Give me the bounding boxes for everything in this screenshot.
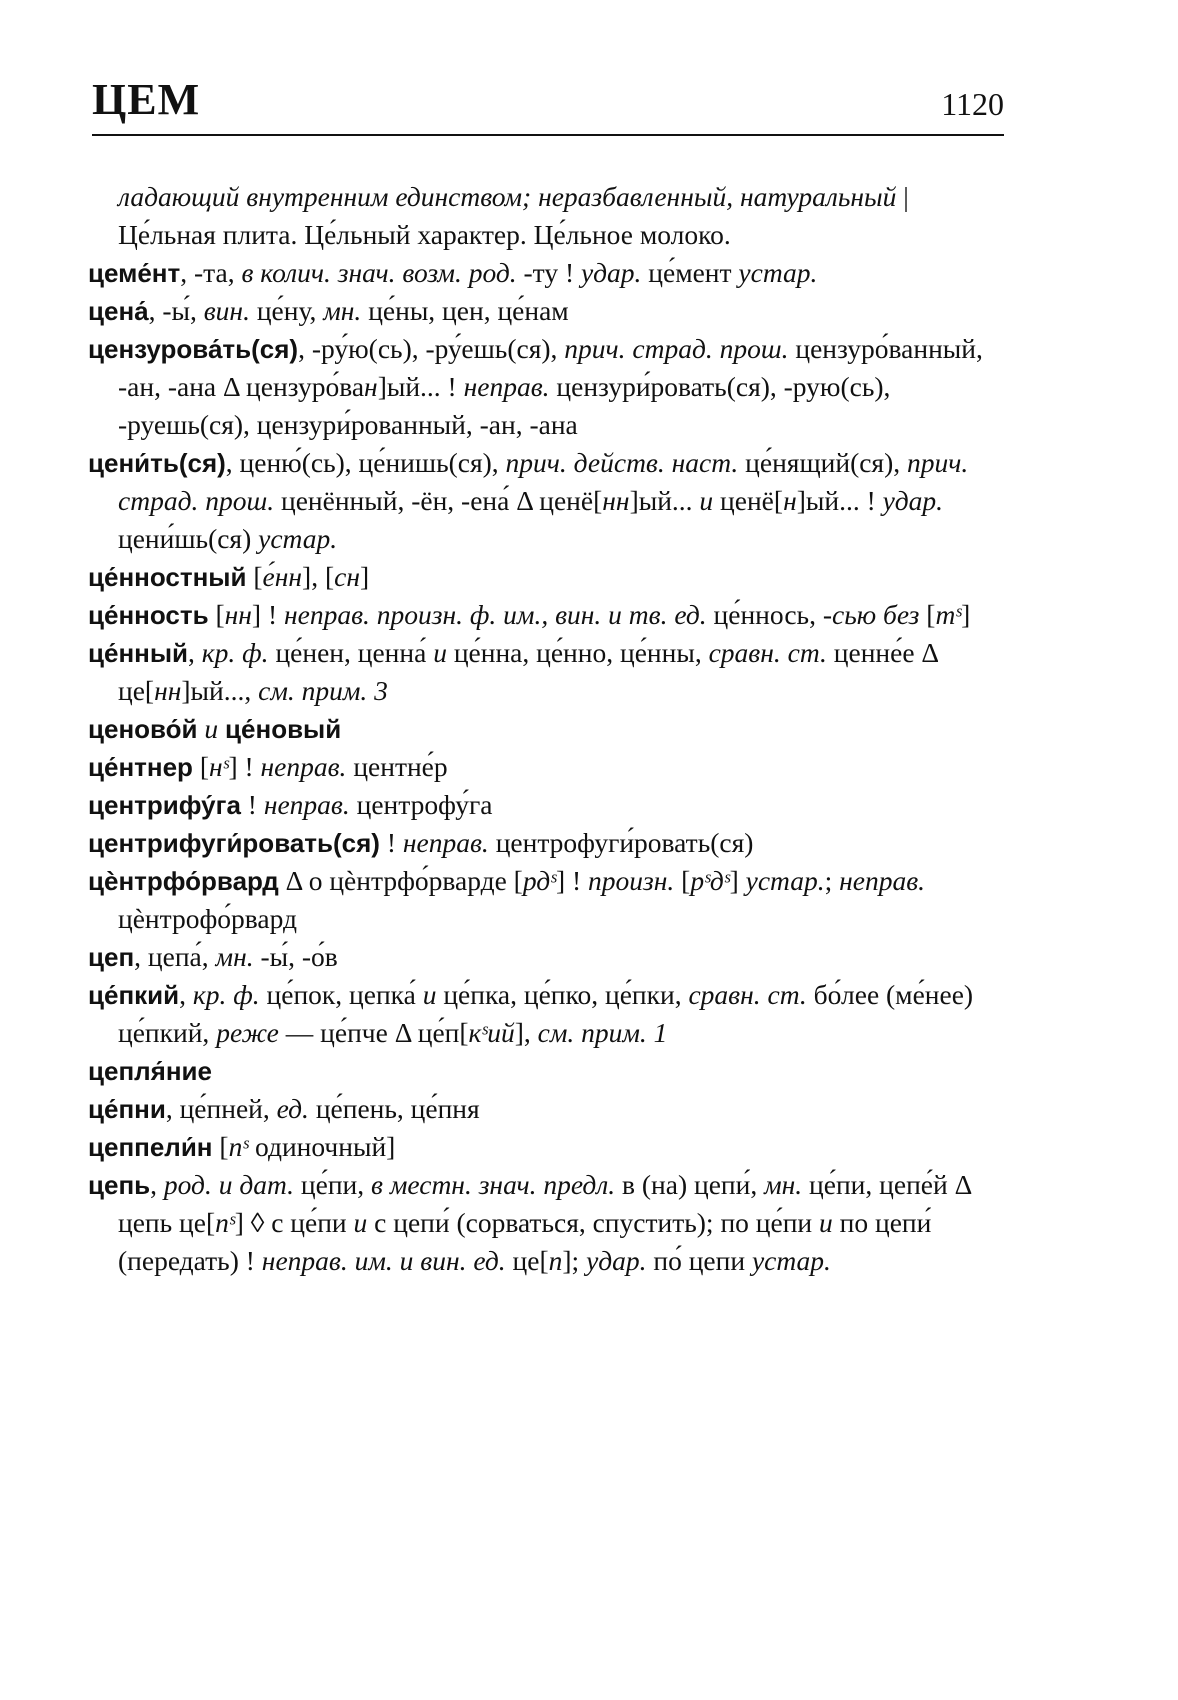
pronunciation-mark: пˢ xyxy=(215,1207,235,1238)
entry-text: [ xyxy=(246,561,263,592)
entry-text: [ xyxy=(192,751,209,782)
headword: центрифуги́ровать(ся) xyxy=(88,828,380,858)
guide-word: ЦЕМ xyxy=(92,75,201,124)
entry-text: це́пи, цепе́й Δ цепь це[ xyxy=(118,1169,971,1238)
entry-text: ], xyxy=(514,1017,538,1048)
grammar-label: устар. xyxy=(738,257,818,288)
entry-text: ; xyxy=(824,865,840,896)
grammar-label: прич. действ. наст. xyxy=(505,447,739,478)
dictionary-entry xyxy=(88,1166,1004,1280)
entry-text: -ы́, -о́в xyxy=(253,941,338,972)
entry-text: по цепи́ (передать) ! xyxy=(118,1207,932,1276)
entry-text: це́пень, це́пня xyxy=(308,1093,480,1124)
page-header xyxy=(92,72,1004,136)
entry-text: ]ый... ! xyxy=(796,485,883,516)
grammar-label: и xyxy=(422,979,437,1010)
grammar-label: см. прим. 3 xyxy=(258,675,388,706)
pronunciation-mark: нн xyxy=(224,599,252,630)
dictionary-entry xyxy=(88,1052,1004,1090)
pronunciation-mark: нˢ xyxy=(208,751,229,782)
dictionary-entry xyxy=(88,444,1004,558)
grammar-label: сравн. ст. xyxy=(688,979,807,1010)
entry-text: ] xyxy=(359,561,370,592)
entry-text: одиночный] xyxy=(248,1131,396,1162)
pronunciation-mark: н xyxy=(783,485,797,516)
entry-text: це́ну, xyxy=(249,295,324,326)
entry-text: це́нящий(ся), xyxy=(738,447,907,478)
headword: центрифу́га xyxy=(88,790,241,820)
entry-text: , xyxy=(150,1169,164,1200)
page-number: 1120 xyxy=(941,86,1004,122)
grammar-label: кр. ф. xyxy=(192,979,260,1010)
grammar-label: удар. xyxy=(586,1245,647,1276)
headword: цеме́нт xyxy=(88,258,181,288)
grammar-label: и xyxy=(433,637,447,668)
entry-text: — це́пче Δ це́п[ xyxy=(278,1017,469,1048)
grammar-label: произн. xyxy=(588,865,675,896)
entry-text: цени́шь(ся) xyxy=(118,523,259,554)
dictionary-entry xyxy=(88,330,1004,444)
entry-text: ! xyxy=(240,789,264,820)
headword: цеппели́н xyxy=(88,1132,213,1162)
headword: це́пни xyxy=(88,1094,166,1124)
entry-text: ] xyxy=(729,865,746,896)
entry-text: ] ! xyxy=(228,751,261,782)
entry-text: в (на) цепи́, xyxy=(615,1169,765,1200)
entry-text: , xyxy=(188,637,202,668)
dictionary-entry xyxy=(88,292,1004,330)
headword: цена́ xyxy=(88,296,149,326)
entry-text: , xyxy=(179,979,193,1010)
grammar-label: и xyxy=(353,1207,368,1238)
headword: цензурова́ть(ся) xyxy=(88,334,299,364)
entry-text: це́мент xyxy=(641,257,739,288)
dictionary-entry xyxy=(88,558,1004,596)
dictionary-entry xyxy=(88,1090,1004,1128)
entry-text: ]ый... ! xyxy=(377,371,464,402)
grammar-label: кр. ф. xyxy=(201,637,269,668)
entry-text: ], [ xyxy=(302,561,335,592)
dictionary-entry xyxy=(88,596,1004,634)
entry-text: це́ннось, xyxy=(706,599,823,630)
grammar-label: прич. страд. прош. xyxy=(564,333,789,364)
grammar-label: ед. xyxy=(276,1093,309,1124)
headword: це́нтнер xyxy=(88,752,193,782)
entry-continuation xyxy=(88,178,1004,254)
headword: цеп xyxy=(88,942,135,972)
headword: це́нность xyxy=(88,600,209,630)
grammar-label: устар. xyxy=(258,523,338,554)
grammar-label: род. и дат. xyxy=(163,1169,295,1200)
headword-variant: це́новый xyxy=(225,714,342,744)
grammar-label: неправ. xyxy=(263,789,350,820)
entry-text: [ xyxy=(208,599,225,630)
entry-text: ] xyxy=(961,599,971,630)
pronunciation-mark: рˢдˢ xyxy=(690,865,730,896)
grammar-label: удар. xyxy=(580,257,642,288)
entry-text: [ xyxy=(674,865,691,896)
dictionary-entry xyxy=(88,862,1004,938)
grammar-label: удар. xyxy=(882,485,944,516)
grammar-label: и xyxy=(699,485,714,516)
entry-text: це́ны, цен, це́нам xyxy=(361,295,569,326)
entry-text: с цепи́ (сорваться, спустить); по це́пи xyxy=(367,1207,820,1238)
grammar-label: -сью без xyxy=(822,599,920,630)
grammar-label: мн. xyxy=(323,295,362,326)
entry-text: , ценю́(сь), це́нишь(ся), xyxy=(225,447,506,478)
dictionary-entry xyxy=(88,938,1004,976)
headword: ценово́й xyxy=(88,714,198,744)
grammar-label: неправ. им. и вин. ед. xyxy=(261,1245,506,1276)
pronunciation-mark: н xyxy=(364,371,378,402)
grammar-label: см. прим. 1 xyxy=(537,1017,668,1048)
entry-text: ] ◊ с це́пи xyxy=(234,1207,354,1238)
entry-text: ] ! xyxy=(251,599,284,630)
entry-text: -ту ! xyxy=(516,257,581,288)
grammar-label: прич. страд. прош. xyxy=(118,447,969,516)
entry-text: ]ый..., xyxy=(181,675,259,706)
pronunciation-mark: пˢ xyxy=(228,1131,249,1162)
entry-text: ценне́е Δ це[ xyxy=(118,637,938,706)
pronunciation-mark: рдˢ xyxy=(522,865,556,896)
dictionary-entry xyxy=(88,976,1004,1052)
headword: цепь xyxy=(88,1170,151,1200)
pronunciation-mark: тˢ xyxy=(935,599,962,630)
entry-text: цензуро́ванный, -ан, -ана Δ цензуро́ва xyxy=(118,333,983,402)
headword: цени́ть(ся) xyxy=(88,448,226,478)
grammar-label: и xyxy=(819,1207,833,1238)
grammar-label: устар. xyxy=(745,865,825,896)
grammar-label: вин. xyxy=(203,295,250,326)
entry-text: ]; xyxy=(562,1245,587,1276)
entry-text: це́нна, це́нно, це́нны, xyxy=(446,637,709,668)
grammar-label: неправ. xyxy=(839,865,926,896)
entry-text: центне́р xyxy=(346,751,448,782)
entry-text: це́пка, це́пко, це́пки, xyxy=(436,979,689,1010)
headword: це́пкий xyxy=(88,980,180,1010)
definition-text: ладающий внутренним единством; неразбавленный, натуральный xyxy=(118,181,897,212)
entry-text: центрофуги́ровать(ся) xyxy=(488,827,754,858)
entry-text: [ xyxy=(919,599,936,630)
entry-text: [ xyxy=(212,1131,229,1162)
entry-text: по́ цепи xyxy=(646,1245,752,1276)
dictionary-entry xyxy=(88,254,1004,292)
entry-text: це[ xyxy=(505,1245,549,1276)
entry-list xyxy=(88,178,1004,1280)
pronunciation-mark: е́нн xyxy=(262,561,303,592)
grammar-label: устар. xyxy=(751,1245,831,1276)
entry-text: ценё[ xyxy=(713,485,784,516)
pronunciation-mark: кˢий xyxy=(468,1017,515,1048)
entry-text: , це́пней, xyxy=(165,1093,277,1124)
entry-text: бо́лее (ме́нее) це́пкий, xyxy=(118,979,974,1048)
grammar-label: в местн. знач. предл. xyxy=(371,1169,616,1200)
entry-text: ]ый... xyxy=(629,485,700,516)
grammar-label: неправ. xyxy=(463,371,550,402)
grammar-label: сравн. ст. xyxy=(708,637,827,668)
entry-text: цѐнтрофо́рвард xyxy=(118,903,298,934)
entry-text: це́пок, цепка́ xyxy=(259,979,423,1010)
entry-text: , -ру́ю(сь), -ру́ешь(ся), xyxy=(298,333,565,364)
usage-examples: | Це́льная плита. Це́льный характер. Це́льное молоко. xyxy=(118,181,909,250)
dictionary-entry xyxy=(88,748,1004,786)
grammar-label: мн. xyxy=(215,941,254,972)
dictionary-entry xyxy=(88,824,1004,862)
entry-text: це́пи, xyxy=(294,1169,372,1200)
pronunciation-mark: нн xyxy=(602,485,630,516)
dictionary-entry xyxy=(88,710,1004,748)
headword: цепля́ние xyxy=(88,1056,212,1086)
pronunciation-mark: п xyxy=(548,1245,563,1276)
entry-text: це́нен, ценна́ xyxy=(268,637,434,668)
headword: цѐнтрфо́рвард xyxy=(88,866,279,896)
entry-text: , -та, xyxy=(180,257,242,288)
grammar-label: неправ. xyxy=(260,751,347,782)
entry-text: цензури́ровать(ся), -рую(сь), -руешь(ся), цензури́рованный, -ан, -ана xyxy=(118,371,891,440)
grammar-label: неправ. произн. ф. им., вин. и тв. ед. xyxy=(284,599,707,630)
grammar-label: неправ. xyxy=(402,827,489,858)
entry-text: , цепа́, xyxy=(134,941,216,972)
entry-text: Δ о цѐнтрфо́рварде [ xyxy=(278,865,523,896)
entry-text: , -ы́, xyxy=(148,295,204,326)
headword: це́нный xyxy=(88,638,189,668)
grammar-label: мн. xyxy=(764,1169,803,1200)
pronunciation-mark: сн xyxy=(334,561,360,592)
entry-text: ] ! xyxy=(555,865,589,896)
dictionary-entry xyxy=(88,1128,1004,1166)
grammar-label: в колич. знач. возм. род. xyxy=(241,257,517,288)
pronunciation-mark: нн xyxy=(154,675,182,706)
entry-text: центрофу́га xyxy=(349,789,493,820)
grammar-label: реже xyxy=(216,1017,279,1048)
entry-text: ! xyxy=(379,827,403,858)
dictionary-entry xyxy=(88,634,1004,710)
dictionary-entry xyxy=(88,786,1004,824)
entry-text: ценённый, -ён, -ена́ Δ ценё[ xyxy=(274,485,603,516)
headword: це́нностный xyxy=(88,562,247,592)
grammar-label: и xyxy=(197,713,226,744)
